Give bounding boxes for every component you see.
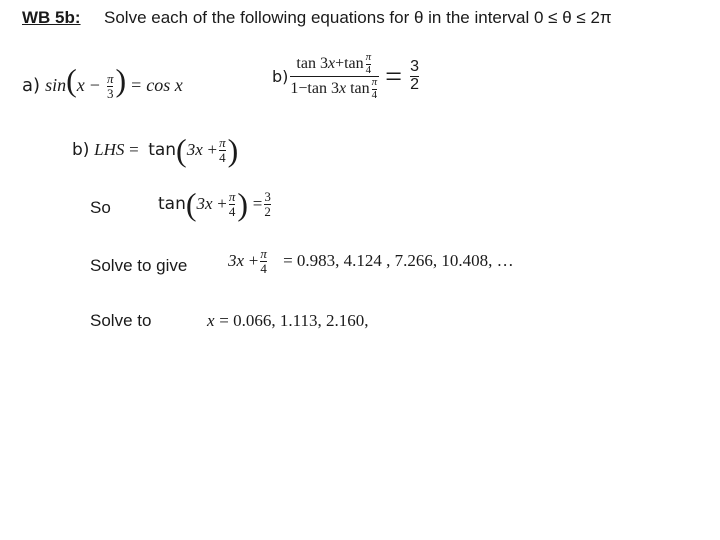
den-1-minus-tan-3: 1−tan 3 [290,80,339,98]
pi-over-4 [219,136,226,164]
pi: π [228,188,236,204]
rhs-cos-x: cos x [146,75,183,95]
three-x: 3x [186,140,203,159]
num-plus-tan: +tan [335,55,364,73]
denominator: 2 [264,203,271,219]
values-x: = 0.066, 1.113, 2.160, [219,311,369,330]
tan-text: tan [158,194,186,214]
main-denominator [290,77,379,101]
denominator: 2 [410,76,419,94]
variable-x: x [207,311,215,330]
so-label: So [90,198,111,217]
four: 4 [371,88,378,101]
denominator: 3 [106,85,114,101]
equation-part-a [22,64,183,100]
den-x: x [338,80,347,98]
part-a-label: a) [22,75,41,96]
num-tan-3: tan 3 [296,55,328,73]
lhs-text: LHS [94,140,125,159]
three-halves [264,190,271,218]
pi: π [260,246,267,261]
equals-sign: = [131,75,142,95]
values-3x: = 0.983, 4.124 , 7.266, 10.408, … [283,251,514,271]
four: 4 [219,149,226,165]
pi-over-4 [229,190,236,218]
close-paren: ) [115,62,127,98]
numerator: 3 [410,58,419,76]
plus-sign: + [207,140,218,159]
three-x: 3x [196,194,213,213]
four: 4 [228,203,236,219]
minus-sign: − [89,75,100,95]
pi: π [365,51,372,63]
open-paren: ( [176,132,187,168]
pi: π [371,76,378,89]
num-x: x [327,55,336,73]
work-lhs-line [72,134,238,166]
pi-over-3 [107,72,114,100]
heading-label: WB 5b: [22,8,81,27]
plus-sign: + [217,194,227,213]
solve-to-give-label: Solve to give [90,256,188,275]
three-x: 3x [228,251,245,271]
three-halves [410,59,419,94]
equals-sign: = [129,140,139,159]
variable-x: x [76,75,85,95]
pi: π [219,134,226,150]
tan-text: tan [148,140,177,160]
four: 4 [365,63,372,76]
main-fraction [290,52,379,101]
open-paren: ( [66,62,77,98]
close-paren: ) [237,186,249,222]
equation-part-b [272,52,421,101]
main-numerator [296,52,373,76]
big-equals: = [385,59,403,93]
numerator: 3 [264,188,271,204]
open-paren: ( [185,186,197,222]
so-equation [158,188,273,220]
solve-x-equation [207,311,369,331]
pi-over-4 [260,247,267,275]
four: 4 [260,260,267,276]
equals-sign: = [252,194,263,213]
instruction-text: Solve each of the following equations for θ in the interval 0 ≤ θ ≤ 2π [104,8,612,27]
den-pi-over-4 [372,77,378,101]
close-paren: ) [227,132,239,168]
work-b-label: b) [72,140,90,160]
plus-sign: + [248,251,259,271]
numerator: π [106,71,114,87]
part-b-label: b) [272,67,289,87]
sin-function: sin [45,75,67,95]
solve-to-label: Solve to [90,311,152,330]
num-pi-over-4 [366,52,372,76]
den-tan: tan [350,80,370,98]
solve-3x-equation [228,247,514,275]
